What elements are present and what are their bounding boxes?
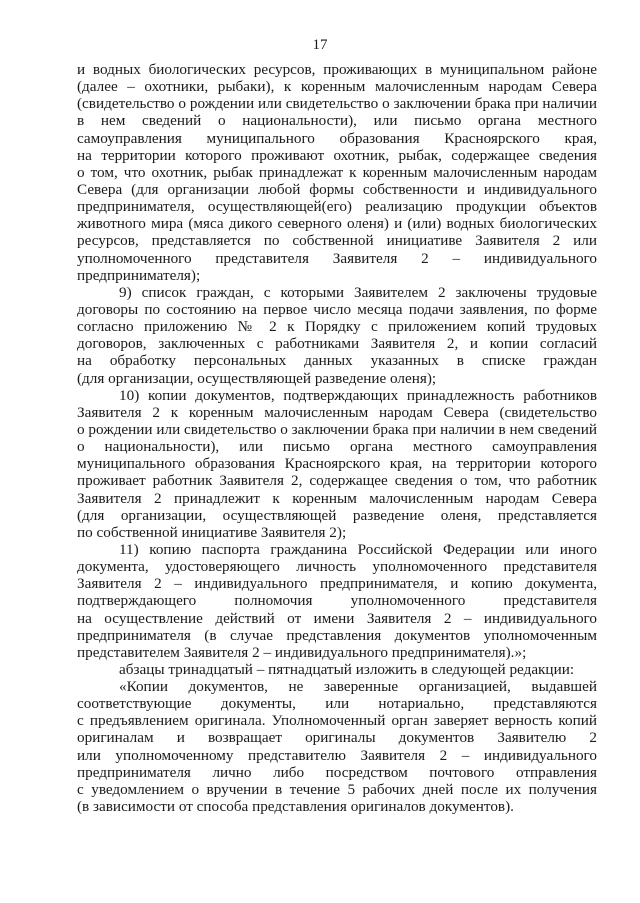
text-line: соответствующие документы, или нотариально, представляются (77, 695, 597, 713)
text-line: согласно приложению № 2 к Порядку с приложением копий трудовых (77, 318, 597, 336)
text-line: проживает работник Заявителя 2, содержащее сведения о том, что работник (77, 472, 597, 490)
text-line: договоры по состоянию на первое число месяца подачи заявления, по форме (77, 300, 597, 318)
text-line: договоров, заключенных с работниками Заявителя 2, и копии согласий (77, 335, 597, 353)
text-line: 11) копию паспорта гражданина Российской Федерации или иного (119, 540, 597, 558)
text-line: о рождении или свидетельство о заключении брака при наличии в нем сведений (77, 420, 597, 438)
text-line: предпринимателя, осуществляющей(его) реализацию продукции объектов (77, 198, 597, 216)
text-line: на территории которого проживают охотник, рыбак, содержащее сведения (77, 146, 597, 164)
text-line: ресурсов, представляется по собственной инициативе Заявителя 2 или (77, 232, 597, 250)
text-line: «Копии документов, не заверенные организацией, выдавшей (119, 678, 597, 696)
text-line: 9) список граждан, с которыми Заявителем 2 заключены трудовые (119, 283, 597, 301)
text-line: подтверждающего полномочия уполномоченного представителя (77, 592, 597, 610)
text-line: муниципального образования Красноярского края, на территории которого (77, 455, 597, 473)
text-line: (в зависимости от способа представления оригиналов документов). (77, 798, 514, 816)
text-line: самоуправления муниципального образования Красноярского края, (77, 129, 597, 147)
text-line: (для организации, осуществляющей разведение оленя, представляется (77, 506, 597, 524)
text-line: животного мира (мяса дикого северного оленя) и (или) водных биологических (77, 215, 597, 233)
text-line: на осуществление действий от имени Заявителя 2 – индивидуального (77, 609, 597, 627)
text-line: (для организации, осуществляющей разведение оленя); (77, 369, 437, 387)
document-body (77, 61, 597, 815)
text-line: 10) копии документов, подтверждающих принадлежность работников (119, 386, 597, 404)
text-line: уполномоченного представителя Заявителя 2 – индивидуального (77, 249, 597, 267)
text-line: или уполномоченному представителю Заявителя 2 – индивидуального (77, 746, 597, 764)
text-line: предпринимателя); (77, 266, 201, 284)
text-line: предпринимателя (в случае представления документов уполномоченным (77, 626, 597, 644)
text-line: представителем Заявителя 2 – индивидуального предпринимателя).»; (77, 643, 527, 661)
text-line: Заявителя 2 принадлежит к коренным малочисленным народам Севера (77, 489, 597, 507)
text-line: абзацы тринадцатый – пятнадцатый изложить в следующей редакции: (119, 660, 575, 678)
text-line: с уведомлением о вручении в течение 5 рабочих дней после их получения (77, 780, 597, 798)
text-line: предпринимателя лично либо посредством почтового отправления (77, 763, 597, 781)
text-line: (далее – охотники, рыбаки), к коренным малочисленным народам Севера (77, 78, 597, 96)
text-line: документа, удостоверяющего личность уполномоченного представителя (77, 558, 597, 576)
text-line: с предъявлением оригинала. Уполномоченный орган заверяет верность копий (77, 712, 597, 730)
text-line: по собственной инициативе Заявителя 2); (77, 523, 347, 541)
text-line: о том, что охотник, рыбак принадлежат к коренным малочисленным народам (77, 163, 597, 181)
text-line: и водных биологических ресурсов, проживающих в муниципальном районе (77, 61, 597, 78)
text-line: (свидетельство о рождении или свидетельство о заключении брака при наличии (77, 95, 597, 113)
text-line: Севера (для организации любой формы собственности и индивидуального (77, 180, 597, 198)
text-line: на обработку персональных данных указанных в списке граждан (77, 352, 597, 370)
page-number: 17 (312, 37, 328, 53)
text-line: Заявителя 2 к коренным малочисленным народам Севера (свидетельство (77, 403, 597, 421)
text-line: в нем сведений о национальности), или письмо органа местного (77, 112, 597, 130)
text-line: о национальности), или письмо органа местного самоуправления (77, 438, 597, 456)
text-line: Заявителя 2 – индивидуального предпринимателя, и копию документа, (77, 575, 597, 593)
text-line: оригиналам и возвращает оригиналы документов Заявителю 2 (77, 729, 597, 747)
